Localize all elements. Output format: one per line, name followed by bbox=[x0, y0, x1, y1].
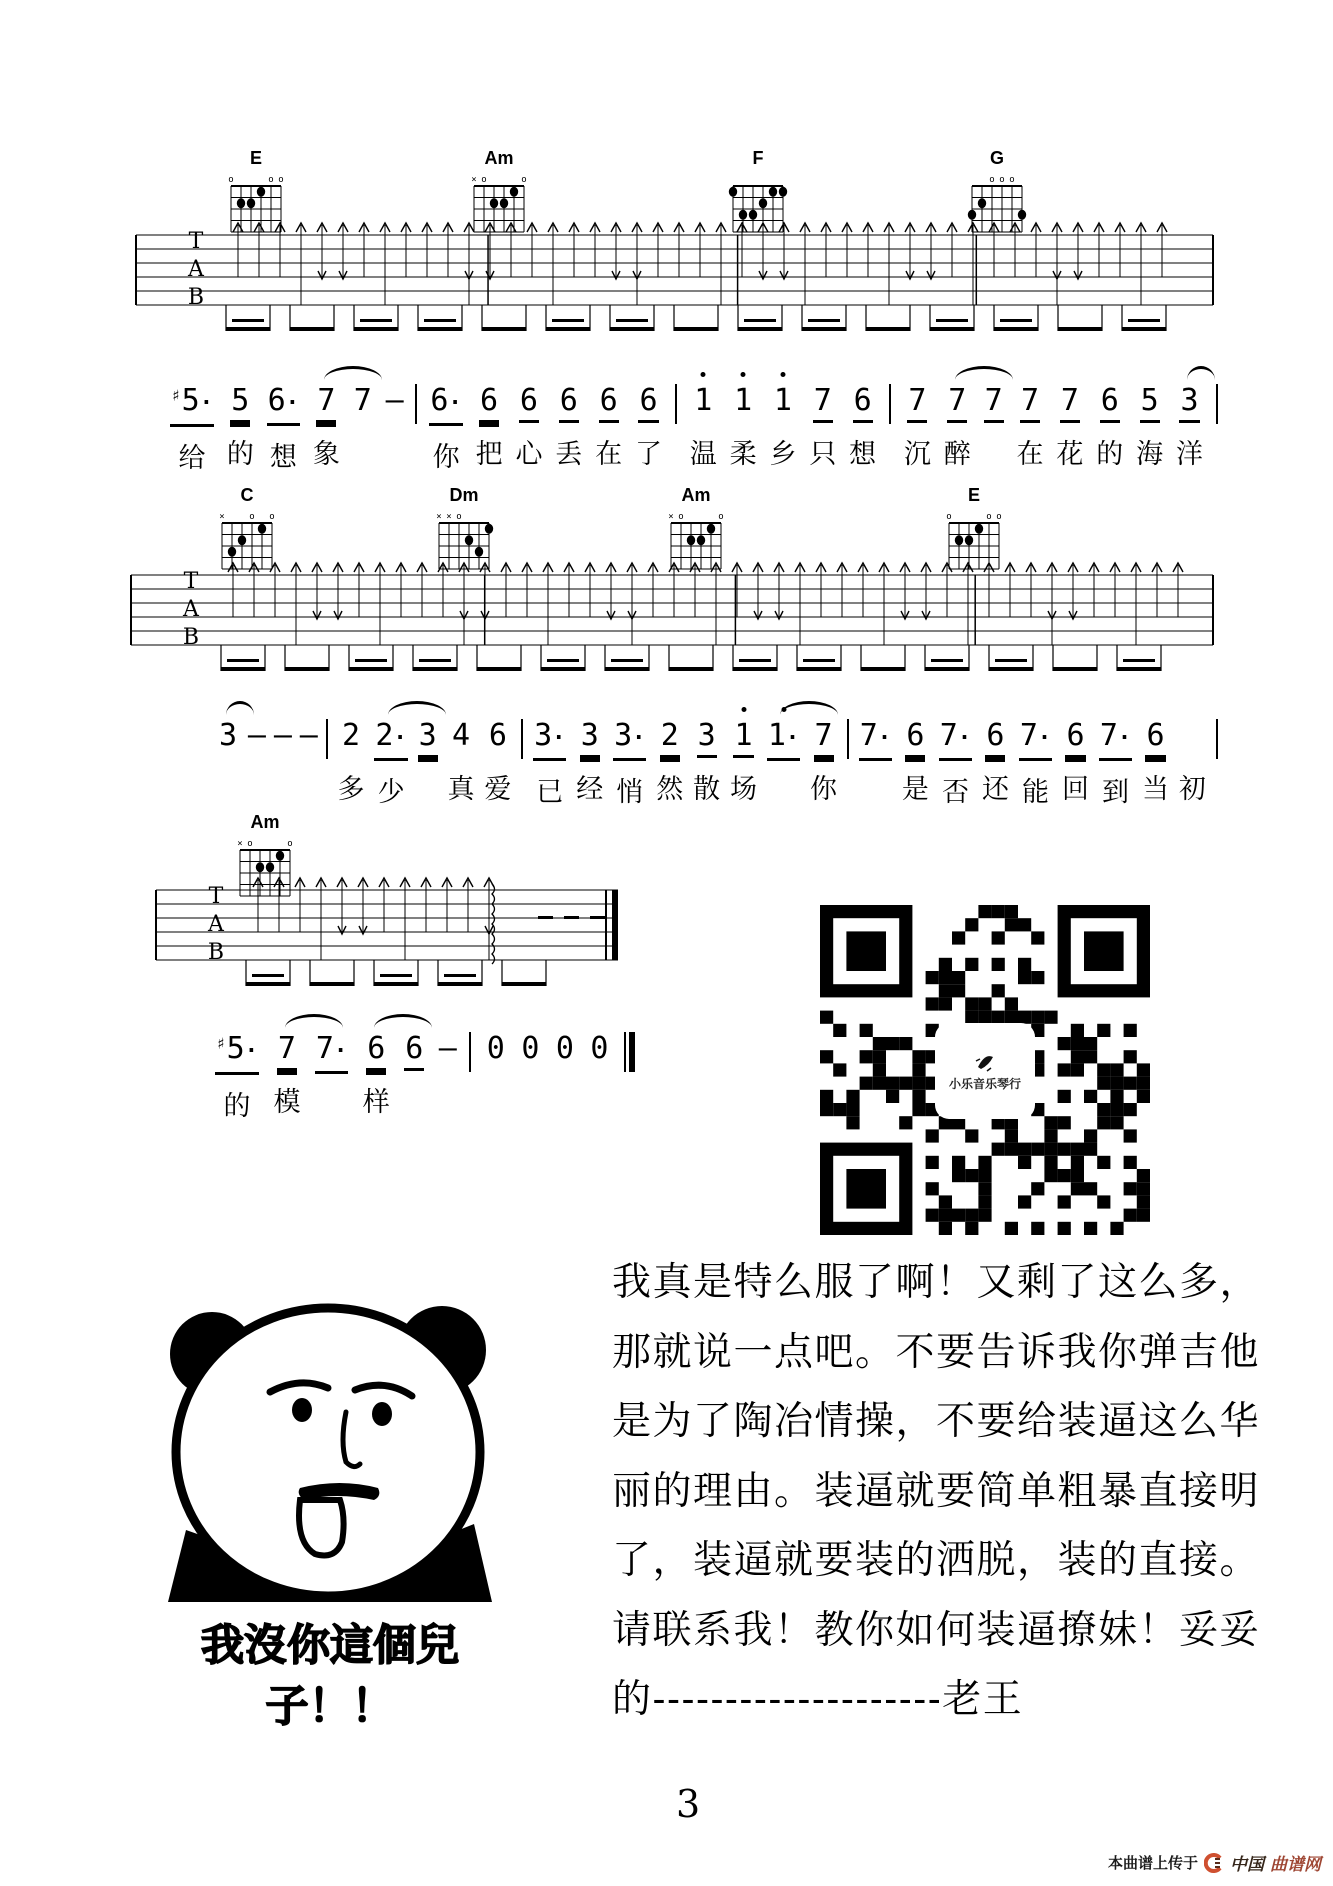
svg-text:B: B bbox=[207, 940, 225, 965]
tie-arc bbox=[955, 366, 1013, 380]
melody-column bbox=[656, 717, 684, 804]
jianpu-note: 6 bbox=[366, 1030, 386, 1068]
lyric-syllable: 回 bbox=[1061, 774, 1089, 804]
svg-text:o: o bbox=[269, 512, 275, 522]
lyric-syllable: 经 bbox=[576, 774, 604, 804]
lyric-syllable: 爱 bbox=[484, 774, 512, 804]
chord-name: F bbox=[752, 148, 764, 168]
jianpu-note: 5 bbox=[1140, 383, 1159, 418]
melody-column bbox=[635, 382, 663, 469]
svg-text:×: × bbox=[668, 512, 674, 522]
lyric-syllable: 乡 bbox=[769, 439, 797, 469]
lyric-syllable bbox=[596, 1080, 604, 1112]
qr-code bbox=[820, 905, 1150, 1235]
dot-after-note: · bbox=[552, 726, 566, 751]
melody-column bbox=[515, 382, 543, 469]
melody-column bbox=[1142, 717, 1170, 804]
lyric-syllable: 花 bbox=[1056, 439, 1084, 469]
melody-column bbox=[693, 717, 721, 804]
melody-column bbox=[903, 382, 931, 469]
jianpu-note: 6· bbox=[267, 382, 300, 423]
octave-dot bbox=[780, 372, 785, 377]
jianpu-note: 6 bbox=[1146, 718, 1165, 753]
svg-text:A: A bbox=[208, 912, 224, 937]
svg-text:o: o bbox=[1009, 175, 1015, 185]
svg-text:B: B bbox=[187, 285, 205, 310]
paragraph-line: 那就说一点吧。不要告诉我你弹吉他 bbox=[612, 1330, 1261, 1374]
lyric-syllable: 场 bbox=[730, 774, 757, 804]
melody-and-lyrics-line bbox=[218, 717, 1218, 807]
measure-barline bbox=[469, 1032, 471, 1072]
jianpu-note bbox=[1187, 717, 1197, 755]
melody-column bbox=[520, 1030, 540, 1112]
svg-text:o: o bbox=[247, 839, 253, 849]
jianpu-note: 1 bbox=[693, 382, 713, 420]
qr-center-label: 小乐音乐琴行 bbox=[948, 1076, 1021, 1091]
octave-dot bbox=[741, 707, 746, 712]
octave-dot bbox=[701, 372, 706, 377]
chord-name: Am bbox=[250, 812, 280, 832]
melody-column bbox=[1099, 717, 1132, 807]
lyric-syllable: 你 bbox=[810, 774, 838, 804]
thin-bar bbox=[624, 1032, 626, 1072]
melody-and-lyrics-line bbox=[170, 382, 1218, 473]
jianpu-note: 7 bbox=[1021, 383, 1040, 418]
dot-after-note: · bbox=[244, 1039, 258, 1064]
melody-column bbox=[362, 1030, 390, 1117]
melody-column bbox=[943, 382, 971, 469]
lyric-syllable: 样 bbox=[362, 1087, 390, 1117]
lyric-syllable: 了 bbox=[635, 439, 663, 469]
lyric-syllable: 当 bbox=[1142, 774, 1170, 804]
svg-text:×: × bbox=[471, 175, 477, 185]
lyric-syllable: 给 bbox=[178, 443, 206, 473]
jianpu-note: 7 bbox=[1060, 383, 1079, 418]
melody-column bbox=[353, 382, 373, 464]
melody-column bbox=[849, 382, 877, 469]
lyric-syllable: 少 bbox=[377, 777, 405, 807]
measure-barline bbox=[675, 384, 677, 424]
footer-site-name-cn: 中国 bbox=[1230, 1855, 1264, 1874]
melody-column bbox=[689, 382, 717, 469]
melody-column bbox=[267, 382, 300, 472]
melody-column bbox=[769, 382, 797, 469]
lyric-syllable bbox=[492, 1080, 500, 1112]
jianpu-note: ♯5· bbox=[170, 382, 214, 424]
chord-name: E bbox=[967, 485, 980, 505]
measure-barline bbox=[326, 719, 328, 759]
lyric-syllable: 多 bbox=[337, 774, 365, 804]
melody-column bbox=[1175, 382, 1203, 469]
jianpu-note: 7 bbox=[353, 383, 372, 418]
melody-column bbox=[486, 1030, 506, 1112]
chord-name: Am bbox=[681, 485, 711, 505]
melody-column bbox=[1136, 382, 1164, 469]
dot-after-note: · bbox=[785, 726, 800, 751]
svg-text:o: o bbox=[986, 512, 992, 522]
svg-text:T: T bbox=[183, 569, 199, 594]
jianpu-note: 3 bbox=[1179, 382, 1199, 420]
dot-after-note: · bbox=[393, 726, 407, 751]
jianpu-note: 6· bbox=[429, 382, 462, 423]
lyric-syllable: 柔 bbox=[729, 439, 757, 469]
melody-column bbox=[730, 717, 757, 804]
jianpu-note: 6 bbox=[559, 383, 578, 418]
svg-text:o: o bbox=[521, 175, 527, 185]
melody-column bbox=[1178, 717, 1206, 804]
jianpu-note: 3 bbox=[697, 718, 716, 753]
measure-barline bbox=[415, 384, 417, 424]
lyric-syllable: 还 bbox=[981, 774, 1009, 804]
panda-meme-image bbox=[150, 1292, 510, 1602]
lyric-syllable: 海 bbox=[1136, 439, 1164, 469]
qr-logo-icon bbox=[972, 1051, 998, 1075]
paragraph-line: 是为了陶冶情操，不要给装逼这么华 bbox=[612, 1400, 1261, 1443]
jianpu-note: 1 bbox=[733, 382, 753, 420]
tab-staff bbox=[125, 559, 1215, 691]
lyric-syllable: 已 bbox=[536, 777, 564, 807]
svg-text:o: o bbox=[989, 175, 995, 185]
jianpu-note: 7 bbox=[277, 1030, 297, 1068]
melody-column bbox=[859, 717, 892, 802]
thick-bar bbox=[629, 1032, 635, 1072]
measure-barline bbox=[847, 719, 849, 759]
melody-column bbox=[226, 382, 254, 469]
tie-arc bbox=[374, 1014, 432, 1028]
dot-after-note: · bbox=[199, 391, 213, 416]
jianpu-note: 7 bbox=[814, 718, 833, 753]
footer-watermark bbox=[1108, 1850, 1321, 1875]
melody-column bbox=[901, 717, 929, 804]
lyric-syllable: 象 bbox=[312, 439, 340, 469]
jianpu-note: 6 bbox=[906, 718, 925, 753]
melody-column bbox=[447, 717, 475, 804]
tab-staff bbox=[130, 219, 1215, 351]
melody-column bbox=[475, 382, 503, 469]
lyric-syllable: 的 bbox=[223, 1091, 251, 1121]
svg-text:o: o bbox=[999, 175, 1005, 185]
lyric-syllable bbox=[527, 1080, 535, 1112]
svg-text:A: A bbox=[188, 257, 204, 282]
dot-after-note: · bbox=[632, 726, 646, 751]
lyric-syllable: 是 bbox=[901, 774, 929, 804]
jianpu-note: 1 bbox=[733, 717, 753, 755]
jianpu-note: 6 bbox=[639, 383, 658, 418]
svg-text:o: o bbox=[678, 512, 684, 522]
jianpu-note: 4 bbox=[451, 718, 471, 753]
jianpu-note: 1· bbox=[767, 717, 800, 758]
jianpu-note: 6 bbox=[853, 383, 872, 418]
jianpu-note: 3· bbox=[533, 717, 566, 758]
lyric-syllable: 在 bbox=[1016, 439, 1044, 469]
lyric-syllable bbox=[224, 767, 232, 799]
melody-column bbox=[555, 1030, 575, 1112]
jianpu-note: 7· bbox=[315, 1030, 348, 1071]
jianpu-note: 3 bbox=[418, 718, 437, 753]
melody-column bbox=[939, 717, 972, 807]
jianpu-note: 0 bbox=[555, 1031, 574, 1066]
svg-text:×: × bbox=[219, 512, 225, 522]
melody-column bbox=[315, 1030, 348, 1115]
lyric-syllable: 的 bbox=[1096, 439, 1124, 469]
lyric-syllable: 温 bbox=[689, 439, 717, 469]
tie-arc bbox=[285, 1014, 343, 1028]
chord-name: C bbox=[240, 485, 254, 505]
measure-barline bbox=[521, 719, 523, 759]
jianpu-note: ♯5· bbox=[215, 1030, 259, 1072]
chord-name: G bbox=[989, 148, 1004, 168]
lyric-syllable bbox=[410, 1080, 418, 1112]
melody-column bbox=[729, 382, 757, 469]
dot-after-note: · bbox=[877, 726, 892, 751]
melody-column bbox=[1061, 717, 1089, 804]
jianpu-note: 3 bbox=[218, 717, 238, 755]
melody-column bbox=[613, 717, 646, 807]
lyric-syllable bbox=[872, 770, 880, 802]
duration-dash: — bbox=[299, 718, 316, 753]
jianpu-note: 7 bbox=[984, 383, 1003, 418]
svg-text:×: × bbox=[436, 512, 442, 522]
jianpu-note: 7 bbox=[316, 382, 336, 420]
melody-column bbox=[404, 1030, 424, 1112]
handwritten-note-paragraph bbox=[612, 1248, 1272, 1735]
jianpu-note: 0 bbox=[521, 1031, 540, 1066]
chord-name: Am bbox=[484, 148, 514, 168]
melody-and-lyrics-line bbox=[215, 1030, 635, 1121]
svg-text:o: o bbox=[481, 175, 487, 185]
tie-arc bbox=[324, 366, 382, 380]
sharp-sign: ♯ bbox=[216, 1034, 226, 1053]
lyric-syllable bbox=[990, 432, 998, 464]
svg-text:o: o bbox=[278, 175, 284, 185]
melody-column bbox=[595, 382, 623, 469]
jianpu-note: 6 bbox=[1066, 718, 1085, 753]
melody-column bbox=[576, 717, 604, 804]
svg-text:o: o bbox=[268, 175, 274, 185]
tie-arc bbox=[1187, 366, 1215, 380]
svg-text:×: × bbox=[446, 512, 452, 522]
jianpu-note: 7· bbox=[859, 717, 892, 758]
jianpu-note: 6 bbox=[405, 1031, 424, 1066]
lyric-syllable bbox=[359, 432, 367, 464]
lyric-syllable bbox=[424, 767, 432, 799]
melody-column bbox=[215, 1030, 259, 1121]
dot-after-note: · bbox=[448, 391, 462, 416]
lyric-syllable: 只 bbox=[809, 439, 837, 469]
duration-dash: — bbox=[385, 383, 402, 418]
lyric-syllable: 醉 bbox=[943, 439, 971, 469]
jianpu-note: 6 bbox=[519, 383, 538, 418]
svg-text:o: o bbox=[718, 512, 724, 522]
lyric-syllable: 洋 bbox=[1175, 439, 1203, 469]
jianpu-note: 3· bbox=[613, 717, 646, 758]
paragraph-line: 请联系我！教你如何装逼撩妹！妥妥 bbox=[612, 1608, 1261, 1652]
svg-text:o: o bbox=[946, 512, 952, 522]
svg-text:o: o bbox=[228, 175, 234, 185]
melody-column bbox=[809, 382, 837, 469]
jianpu-note: 0 bbox=[486, 1031, 505, 1066]
jianpu-note: 7· bbox=[1099, 717, 1132, 758]
footer-site-name: 曲谱网 bbox=[1270, 1855, 1321, 1874]
meme-caption: 我沒你這個兒子！！ bbox=[201, 1622, 459, 1731]
page-number: 3 bbox=[676, 1782, 701, 1826]
jianpu-note: 6 bbox=[488, 718, 507, 753]
melody-column bbox=[1056, 382, 1084, 469]
melody-column bbox=[981, 717, 1009, 804]
lyric-syllable bbox=[328, 1083, 336, 1115]
chord-name: E bbox=[249, 148, 262, 168]
chord-name: Dm bbox=[449, 485, 479, 505]
lyric-syllable: 在 bbox=[595, 439, 623, 469]
measure-barline bbox=[889, 384, 891, 424]
lyric-syllable: 想 bbox=[849, 439, 877, 469]
melody-column bbox=[337, 717, 365, 804]
jianpu-note: 7 bbox=[813, 383, 832, 418]
lyric-syllable: 散 bbox=[693, 774, 721, 804]
melody-column bbox=[170, 382, 214, 473]
tie-arc bbox=[226, 701, 254, 715]
lyric-syllable: 丢 bbox=[555, 439, 583, 469]
svg-text:B: B bbox=[182, 625, 200, 650]
svg-text:T: T bbox=[208, 884, 224, 909]
tie-arc bbox=[780, 701, 838, 715]
dot-after-note: · bbox=[957, 726, 972, 751]
octave-dot bbox=[741, 372, 746, 377]
jianpu-note: 0 bbox=[590, 1031, 609, 1066]
jianpu-note: 2 bbox=[660, 718, 679, 753]
jianpu-note: 1 bbox=[773, 382, 793, 420]
final-double-barline bbox=[624, 1032, 635, 1072]
jianpu-note: 3 bbox=[580, 718, 599, 753]
lyric-syllable: 你 bbox=[432, 442, 460, 472]
lyric-syllable: 能 bbox=[1021, 777, 1049, 807]
melody-column bbox=[533, 717, 566, 807]
tie-arc bbox=[388, 701, 446, 715]
dot-after-note: · bbox=[1037, 726, 1052, 751]
lyric-syllable: 模 bbox=[273, 1087, 301, 1117]
jianpu-note: 6 bbox=[599, 383, 618, 418]
jianpu-note: 5 bbox=[231, 383, 250, 418]
lyric-syllable bbox=[780, 770, 788, 802]
melody-column bbox=[312, 382, 340, 469]
jianpu-note: 7· bbox=[939, 717, 972, 758]
measure-barline bbox=[1216, 384, 1218, 424]
duration-dash: — bbox=[273, 718, 290, 753]
melody-column bbox=[273, 1030, 301, 1117]
melody-column bbox=[1096, 382, 1124, 469]
dot-after-note: · bbox=[1117, 726, 1132, 751]
melody-column bbox=[810, 717, 838, 804]
melody-column bbox=[1019, 717, 1052, 807]
jianpu-note: 7 bbox=[908, 383, 927, 418]
svg-text:×: × bbox=[237, 839, 243, 849]
jianpu-note: 7· bbox=[1019, 717, 1052, 758]
melody-column bbox=[984, 382, 1004, 464]
tab-staff bbox=[150, 874, 620, 1006]
svg-text:o: o bbox=[456, 512, 462, 522]
sharp-sign: ♯ bbox=[171, 386, 181, 405]
lyric-syllable: 真 bbox=[447, 774, 475, 804]
svg-text:o: o bbox=[996, 512, 1002, 522]
paragraph-line: 丽的理由。装逼就要简单粗暴直接明 bbox=[612, 1469, 1261, 1513]
melody-column bbox=[418, 717, 438, 799]
measure-barline bbox=[1216, 719, 1218, 759]
jianpu-note: 2 bbox=[342, 718, 361, 753]
lyric-syllable: 到 bbox=[1102, 777, 1129, 807]
melody-column bbox=[555, 382, 583, 469]
dot-after-note: · bbox=[333, 1039, 348, 1064]
paragraph-line: 的--------------------老王 bbox=[612, 1678, 1024, 1721]
melody-column bbox=[374, 717, 407, 807]
lyric-syllable: 初 bbox=[1178, 774, 1206, 804]
qupu-site-logo-icon bbox=[1204, 1853, 1224, 1873]
svg-text:T: T bbox=[188, 229, 204, 254]
melody-column bbox=[484, 717, 512, 804]
melody-column bbox=[589, 1030, 609, 1112]
lyric-syllable: 把 bbox=[475, 439, 503, 469]
svg-text:o: o bbox=[249, 512, 255, 522]
lyric-syllable: 然 bbox=[656, 774, 684, 804]
melody-column bbox=[767, 717, 800, 802]
jianpu-note: 2· bbox=[374, 717, 407, 758]
jianpu-note: 6 bbox=[480, 383, 499, 418]
lyric-syllable: 想 bbox=[269, 442, 297, 472]
svg-text:o: o bbox=[287, 839, 293, 849]
dot-after-note: · bbox=[285, 391, 299, 416]
lyric-syllable bbox=[561, 1080, 569, 1112]
jianpu-note: 6 bbox=[986, 718, 1005, 753]
footer-upload-text: 本曲谱上传于 bbox=[1107, 1855, 1198, 1872]
lyric-syllable: 悄 bbox=[616, 777, 644, 807]
melody-column bbox=[218, 717, 238, 799]
melody-column bbox=[429, 382, 462, 472]
jianpu-note: 7 bbox=[947, 382, 967, 420]
duration-dash: — bbox=[438, 1031, 455, 1066]
qr-center-badge bbox=[935, 1023, 1035, 1119]
paragraph-line: 我真是特么服了啊！又剩了这么多， bbox=[612, 1261, 1261, 1304]
svg-text:A: A bbox=[183, 597, 199, 622]
lyric-syllable: 心 bbox=[515, 439, 543, 469]
lyric-syllable: 的 bbox=[226, 439, 254, 469]
lyric-syllable: 否 bbox=[941, 777, 969, 807]
paragraph-line: 了，装逼就要装的洒脱，装的直接。 bbox=[612, 1539, 1261, 1582]
lyric-syllable: 沉 bbox=[903, 439, 931, 469]
melody-column bbox=[1016, 382, 1044, 469]
duration-dash: — bbox=[247, 718, 264, 753]
jianpu-note: 6 bbox=[1100, 383, 1119, 418]
